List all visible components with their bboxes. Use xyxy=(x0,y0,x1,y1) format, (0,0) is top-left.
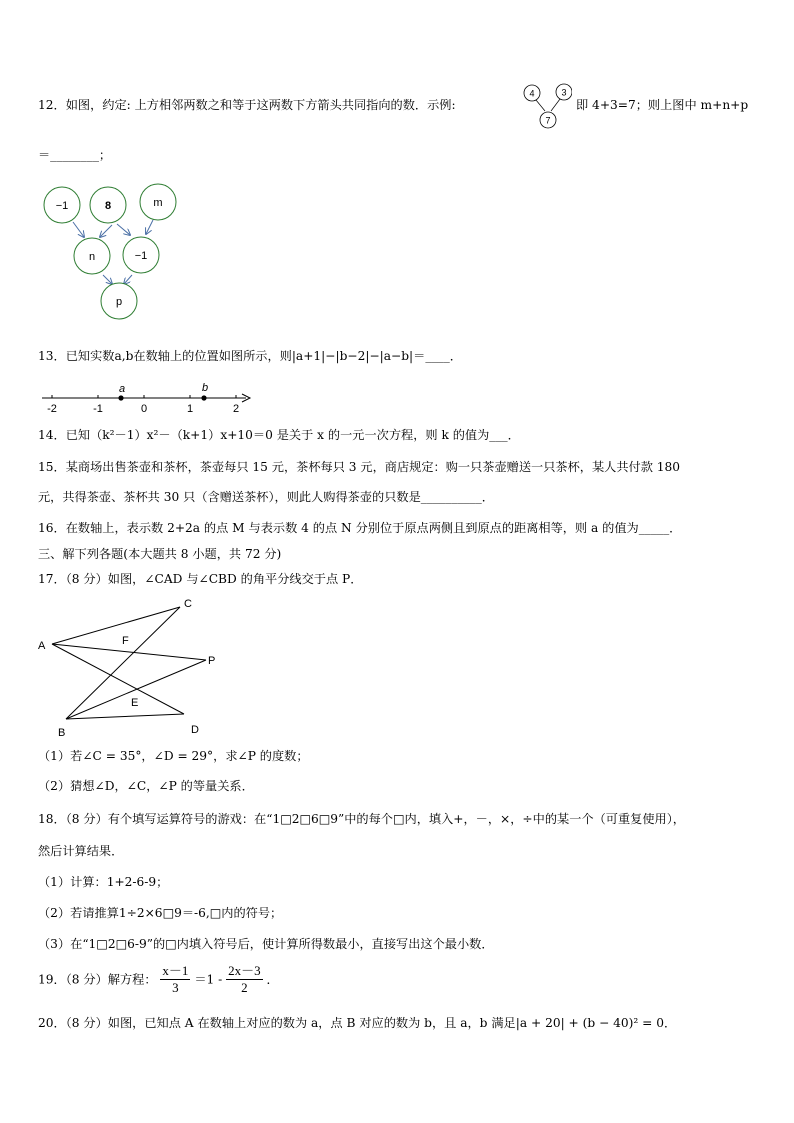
q14-line xyxy=(38,426,520,444)
tree-bottom-label: p xyxy=(115,296,123,308)
q19-prefix: 19．（8 分）解方程： xyxy=(38,972,157,987)
tick-label: -1 xyxy=(93,403,103,414)
q13-number-line xyxy=(38,380,258,414)
tick-label: -2 xyxy=(47,403,57,414)
tree-mid2-label: −1 xyxy=(134,250,148,262)
q12-answer-blank: ＝________； xyxy=(38,148,112,162)
q15-text-1: 15．某商场出售茶壶和茶杯，茶壶每只 15 元，茶杯每只 3 元，商店规定：购一只茶壶赠送一只茶杯，某人共付款 180 xyxy=(38,460,681,474)
q19-suffix: ． xyxy=(266,972,279,987)
q18-line2 xyxy=(38,842,123,860)
q19-den-1: 3 xyxy=(172,980,179,995)
q20-line xyxy=(38,1014,676,1032)
q17-part1 xyxy=(38,747,309,765)
label-P: P xyxy=(208,655,216,667)
label-F: F xyxy=(122,635,129,647)
q17-part1-text: （1）若∠C = 35°，∠D = 29°，求∠P 的度数； xyxy=(38,749,309,763)
q19-fraction-1 xyxy=(160,963,190,996)
q20-text: 20．（8 分）如图，已知点 A 在数轴上对应的数为 a，点 B 对应的数为 b，且 a，b 满足|a + 20| + (b − 40)² = 0． xyxy=(38,1016,677,1030)
q14-text: 14．已知（k²－1）x²－（k+1）x+10＝0 是关于 x 的一元一次方程，则 k 的值为___． xyxy=(38,428,520,442)
q19-num-1: x－1 xyxy=(162,963,189,978)
q13-line xyxy=(38,347,462,365)
q17-geometry-figure xyxy=(36,594,236,740)
q19-line xyxy=(38,962,279,997)
q18-part2 xyxy=(38,904,282,922)
q17-line xyxy=(38,570,362,588)
label-E: E xyxy=(131,697,139,709)
q19-fraction-2 xyxy=(226,963,263,996)
q12-text: 12．如图，约定: 上方相邻两数之和等于这两数下方箭头共同指向的数．示例: xyxy=(38,98,456,112)
tick-label: 0 xyxy=(140,403,148,414)
q12-line1-after xyxy=(576,96,748,114)
tree-mid1-label: n xyxy=(88,251,96,263)
point-a-dot xyxy=(118,395,123,400)
q18-part1 xyxy=(38,873,168,891)
q15-line1 xyxy=(38,458,680,476)
q18-line1 xyxy=(38,810,685,828)
section-heading xyxy=(38,545,281,563)
label-A: A xyxy=(38,640,46,652)
label-C: C xyxy=(184,598,192,610)
q12-example-diagram xyxy=(520,82,572,132)
tree-top3-label: m xyxy=(153,197,163,209)
label-B: B xyxy=(58,727,66,739)
q15-text-2: 元，共得茶壶、茶杯共 30 只（含赠送茶杯），则此人购得茶壶的只数是__________． xyxy=(38,490,494,504)
q12-line2 xyxy=(38,146,111,164)
q19-mid: ＝1 - xyxy=(194,972,227,987)
tree-top2-label: 8 xyxy=(104,200,112,212)
q17-part2 xyxy=(38,777,254,795)
label-D: D xyxy=(191,724,199,736)
q16-line xyxy=(38,519,681,537)
q18-text-1: 18．（8 分）有个填写运算符号的游戏：在“1□2□6□9”中的每个□内，填入+，－，×，÷中的某一个（可重复使用）， xyxy=(38,812,685,826)
q18-part1-text: （1）计算：1+2-6-9； xyxy=(38,875,169,889)
q12-tree-diagram xyxy=(38,180,188,320)
q12-after-text: 即 4+3=7；则上图中 m+n+p xyxy=(576,98,749,112)
q13-text: 13．已知实数a,b在数轴上的位置如图所示，则|a+1|−|b−2|−|a−b|＝____． xyxy=(38,349,462,363)
q15-line2 xyxy=(38,488,494,506)
q18-part3 xyxy=(38,935,494,953)
q12-line1 xyxy=(38,96,456,114)
q18-part2-text: （2）若请推算1÷2×6□9＝-6,□内的符号； xyxy=(38,906,283,920)
tick-label: 1 xyxy=(186,403,194,414)
tree-top1-label: −1 xyxy=(55,200,69,212)
point-b-dot xyxy=(201,395,206,400)
example-a-label: 4 xyxy=(529,88,535,99)
q18-part3-text: （3）在“1□2□6-9”的□内填入符号后，使计算所得数最小，直接写出这个最小数． xyxy=(38,937,494,951)
q19-num-2: 2x－3 xyxy=(228,963,261,978)
q17-part2-text: （2）猜想∠D，∠C，∠P 的等量关系． xyxy=(38,779,254,793)
tick-label: 2 xyxy=(232,403,240,414)
q17-text: 17．（8 分）如图，∠CAD 与∠CBD 的角平分线交于点 P． xyxy=(38,572,363,586)
q19-den-2: 2 xyxy=(241,980,248,995)
point-b-label: b xyxy=(202,382,209,394)
q16-text: 16．在数轴上，表示数 2+2a 的点 M 与表示数 4 的点 N 分别位于原点两侧且到原点的距离相等，则 a 的值为_____． xyxy=(38,521,682,535)
example-b-label: 3 xyxy=(561,87,567,98)
example-c-label: 7 xyxy=(545,115,551,126)
q18-text-2: 然后计算结果． xyxy=(38,844,124,858)
section-3-title: 三、解下列各题(本大题共 8 小题，共 72 分) xyxy=(38,547,282,561)
point-a-label: a xyxy=(119,383,126,395)
